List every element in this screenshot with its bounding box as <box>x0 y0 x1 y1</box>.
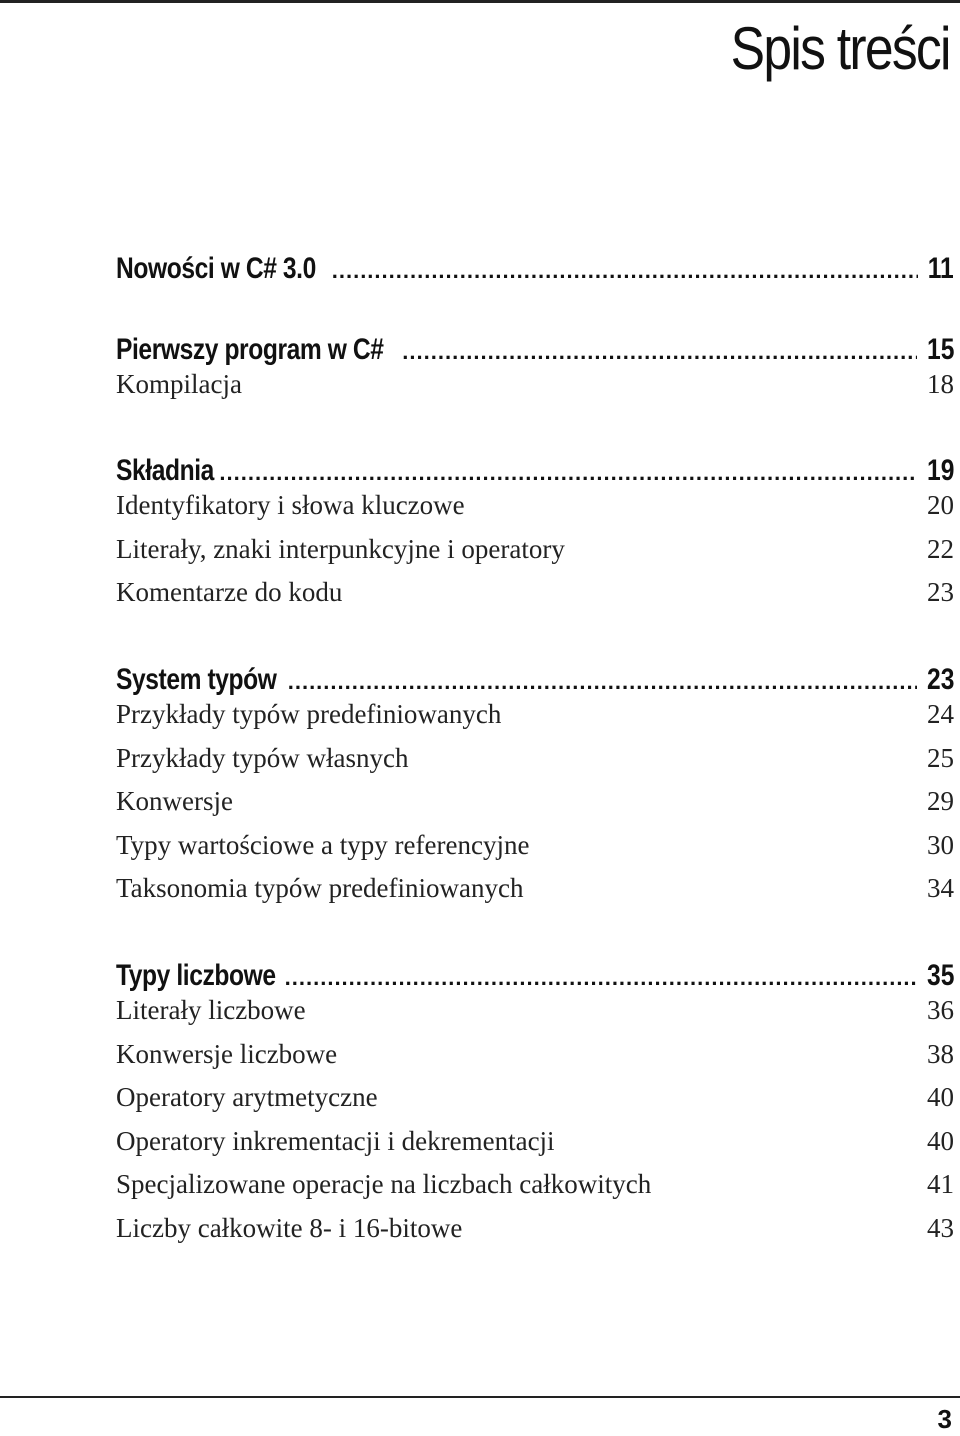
toc-section[interactable] <box>116 577 954 621</box>
chapter-page-number: 23 <box>926 663 954 696</box>
section-title: Przykłady typów predefiniowanych <box>116 699 502 729</box>
section-page-number: 22 <box>927 533 954 564</box>
section-page-number: 34 <box>927 873 954 903</box>
section-page-number: 40 <box>927 1125 954 1156</box>
toc-section[interactable] <box>116 873 954 917</box>
section-title: Typy wartościowe a typy referencyjne <box>116 829 530 860</box>
section-title: Konwersje liczbowe <box>116 1038 338 1069</box>
section-page-number: 18 <box>927 369 954 399</box>
chapter-title: Pierwszy program w C# <box>116 333 384 366</box>
toc-chapter <box>116 959 954 1256</box>
section-title: Specjalizowane operacje na liczbach całkowitych <box>116 1169 652 1199</box>
toc-section[interactable] <box>116 1126 954 1170</box>
toc-section[interactable] <box>116 534 954 578</box>
chapter-page-number: 11 <box>927 252 954 285</box>
chapter-title: Typy liczbowe <box>116 959 276 992</box>
section-title: Literały liczbowe <box>116 995 306 1025</box>
toc-section[interactable] <box>116 786 954 830</box>
section-title: Kompilacja <box>116 369 242 399</box>
section-page-number: 24 <box>927 699 954 729</box>
chapter-heading[interactable] <box>116 454 954 490</box>
chapter-heading[interactable] <box>116 663 954 699</box>
section-title: Taksonomia typów predefiniowanych <box>116 873 524 903</box>
section-title: Literały, znaki interpunkcyjne i operatory <box>116 533 565 564</box>
toc-section[interactable] <box>116 699 954 743</box>
toc-section[interactable] <box>116 1169 954 1213</box>
top-rule <box>0 0 960 3</box>
section-title: Identyfikatory i słowa kluczowe <box>116 490 465 520</box>
section-title: Konwersje <box>116 786 233 816</box>
toc-section[interactable] <box>116 1082 954 1126</box>
section-page-number: 20 <box>927 490 954 520</box>
toc-section[interactable] <box>116 995 954 1039</box>
chapter-title: Nowości w C# 3.0 <box>116 252 316 285</box>
toc-chapter <box>116 333 954 413</box>
chapter-heading[interactable] <box>116 252 954 288</box>
dot-leader <box>285 967 917 989</box>
dot-leader <box>288 671 917 693</box>
dot-leader <box>402 341 916 363</box>
chapter-page-number: 15 <box>926 333 954 366</box>
toc-chapter <box>116 252 954 288</box>
section-title: Przykłady typów własnych <box>116 742 409 773</box>
chapter-page-number: 35 <box>926 959 954 992</box>
section-page-number: 25 <box>927 742 954 773</box>
section-page-number: 41 <box>927 1169 954 1199</box>
toc-section[interactable] <box>116 1213 954 1257</box>
section-page-number: 36 <box>927 995 954 1025</box>
section-title: Liczby całkowite 8- i 16-bitowe <box>116 1212 463 1243</box>
section-page-number: 30 <box>927 829 954 860</box>
toc-section[interactable] <box>116 830 954 874</box>
page-number: 3 <box>937 1404 952 1434</box>
toc-section[interactable] <box>116 1039 954 1083</box>
chapter-title: Składnia <box>116 454 214 487</box>
toc-section[interactable] <box>116 490 954 534</box>
section-title: Operatory arytmetyczne <box>116 1082 378 1112</box>
section-page-number: 23 <box>927 577 954 607</box>
page-title: Spis treści <box>730 15 950 82</box>
dot-leader <box>219 462 916 484</box>
section-title: Operatory inkrementacji i dekrementacji <box>116 1125 555 1156</box>
section-page-number: 40 <box>927 1082 954 1112</box>
bottom-rule <box>0 1396 960 1398</box>
chapter-heading[interactable] <box>116 333 954 369</box>
toc-chapter <box>116 454 954 621</box>
dot-leader <box>332 260 919 282</box>
toc-chapter <box>116 663 954 917</box>
section-title: Komentarze do kodu <box>116 577 343 607</box>
chapter-title: System typów <box>116 663 277 696</box>
section-page-number: 29 <box>927 786 954 816</box>
toc-section[interactable] <box>116 743 954 787</box>
toc-section[interactable] <box>116 369 954 413</box>
section-page-number: 43 <box>927 1212 954 1243</box>
chapter-heading[interactable] <box>116 959 954 995</box>
chapter-page-number: 19 <box>926 454 954 487</box>
section-page-number: 38 <box>927 1038 954 1069</box>
